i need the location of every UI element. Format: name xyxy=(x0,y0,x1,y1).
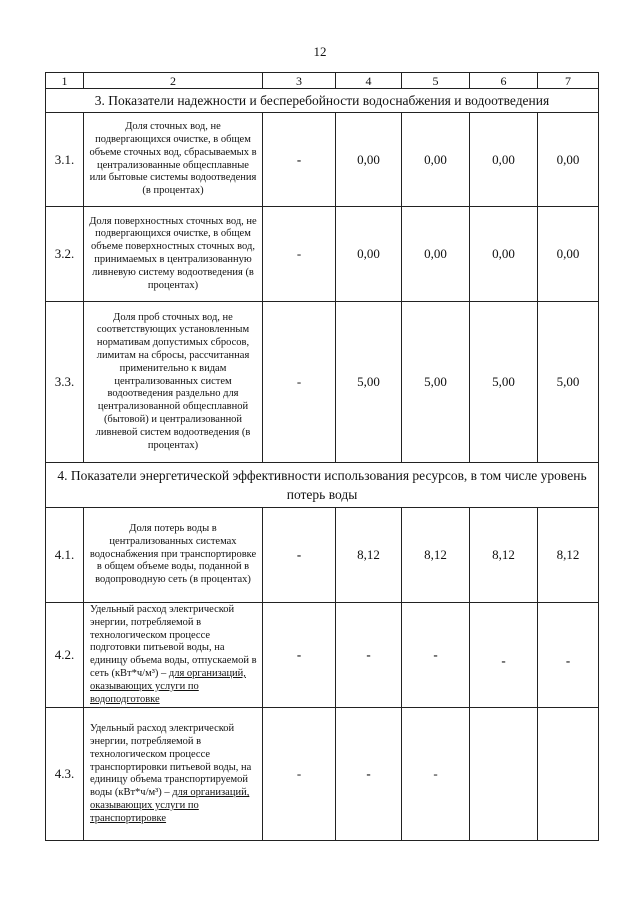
cell-col4: 0,00 xyxy=(336,113,402,207)
table-row xyxy=(46,508,599,603)
row-description-underlined: для организаций, оказывающих услуги по транспортировке xyxy=(90,787,250,824)
cell-col6 xyxy=(470,708,538,841)
cell-col7: 8,12 xyxy=(538,508,599,603)
cell-col4: - xyxy=(336,708,402,841)
row-description: Доля поверхностных сточных вод, не подвергающихся очистке, в общем объеме поверхностных сточных вод, принимаемых в централизованную ливневую систему водоотведения (в процентах) xyxy=(84,207,263,302)
page-number: 12 xyxy=(313,44,327,59)
row-number: 3.1. xyxy=(46,113,84,207)
cell-col5: - xyxy=(402,708,470,841)
row-description: Доля проб сточных вод, не соответствующих установленным нормативам допустимых сбросов, лимитам на сбросы, рассчитанная применительно к видам централизованных систем водоотведения раздельно для централизованной общесплавной (бытовой) и централизованной ливневой систем водоотведения (в процентах) xyxy=(84,302,263,463)
cell-col7 xyxy=(538,708,599,841)
row-number: 3.2. xyxy=(46,207,84,302)
cell-col5: 8,12 xyxy=(402,508,470,603)
cell-col5: 0,00 xyxy=(402,207,470,302)
indicators-table xyxy=(45,72,599,841)
cell-col3: - xyxy=(263,508,336,603)
cell-col7: - xyxy=(538,603,599,708)
row-number: 4.2. xyxy=(46,603,84,708)
section-4-header-row xyxy=(46,463,599,508)
cell-col6: 0,00 xyxy=(470,207,538,302)
cell-col7: 5,00 xyxy=(538,302,599,463)
column-header-4: 4 xyxy=(336,73,402,89)
section-3-title: 3. Показатели надежности и бесперебойности водоснабжения и водоотведения xyxy=(46,89,599,113)
column-header-1: 1 xyxy=(46,73,84,89)
cell-col3: - xyxy=(263,302,336,463)
cell-col4: 5,00 xyxy=(336,302,402,463)
cell-col7: 0,00 xyxy=(538,207,599,302)
row-description: Доля сточных вод, не подвергающихся очистке, в общем объеме сточных вод, сбрасываемых в централизованные общесплавные или бытовые системы водоотведения (в процентах) xyxy=(84,113,263,207)
row-number: 4.3. xyxy=(46,708,84,841)
cell-col5: 5,00 xyxy=(402,302,470,463)
table-row xyxy=(46,113,599,207)
cell-col5: 0,00 xyxy=(402,113,470,207)
cell-col3: - xyxy=(263,708,336,841)
cell-col6: 5,00 xyxy=(470,302,538,463)
cell-col3: - xyxy=(263,603,336,708)
column-header-row xyxy=(46,73,599,89)
column-header-5: 5 xyxy=(402,73,470,89)
section-3-header-row xyxy=(46,89,599,113)
cell-col4: - xyxy=(336,603,402,708)
column-header-6: 6 xyxy=(470,73,538,89)
row-description: Доля потерь воды в централизованных системах водоснабжения при транспортировке в общем объеме воды, поданной в водопроводную сеть (в процентах) xyxy=(84,508,263,603)
cell-col4: 8,12 xyxy=(336,508,402,603)
column-header-3: 3 xyxy=(263,73,336,89)
cell-col6: - xyxy=(470,603,538,708)
column-header-2: 2 xyxy=(84,73,263,89)
table-row xyxy=(46,302,599,463)
cell-col6: 8,12 xyxy=(470,508,538,603)
table-row xyxy=(46,603,599,708)
section-4-title: 4. Показатели энергетической эффективности использования ресурсов, в том числе уровень потерь воды xyxy=(46,463,599,508)
cell-col5: - xyxy=(402,603,470,708)
row-description xyxy=(84,708,263,841)
row-number: 4.1. xyxy=(46,508,84,603)
table-row xyxy=(46,708,599,841)
row-description-underlined: для организаций, оказывающих услуги по водоподготовке xyxy=(90,667,246,705)
cell-col6: 0,00 xyxy=(470,113,538,207)
cell-col3: - xyxy=(263,113,336,207)
row-description-main: Удельный расход электрической энергии, потребляемой в технологическом процессе подготовки питьевой воды, на единицу объема воды, отпускаемой в сеть (кВт*ч/м³) – xyxy=(90,604,257,679)
cell-col7: 0,00 xyxy=(538,113,599,207)
column-header-7: 7 xyxy=(538,73,599,89)
row-description xyxy=(84,603,263,708)
cell-col4: 0,00 xyxy=(336,207,402,302)
cell-col3: - xyxy=(263,207,336,302)
table-row xyxy=(46,207,599,302)
row-description-main: Удельный расход электрической энергии, потребляемой в технологическом процессе транспортировки питьевой воды, на единицу объема транспортируемой воды (кВт*ч/м³) – xyxy=(90,723,252,799)
row-number: 3.3. xyxy=(46,302,84,463)
